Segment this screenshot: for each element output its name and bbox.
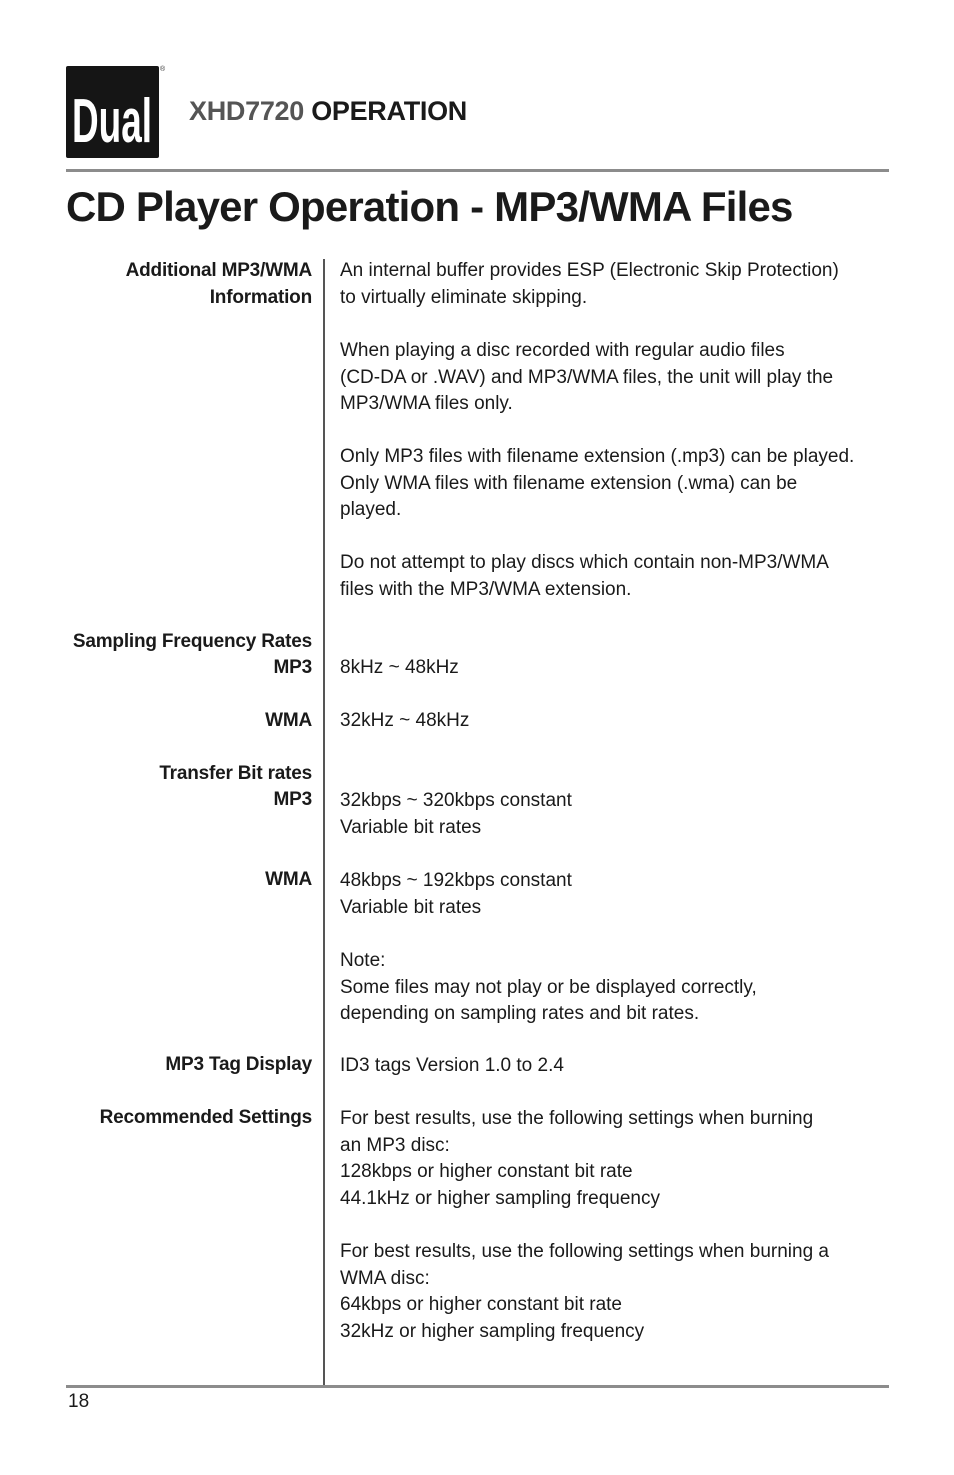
text-line: Some files may not play or be displayed correctly, — [340, 976, 757, 998]
sampling-wma-value: 32kHz ~ 48kHz — [340, 710, 470, 731]
text-line: 64kbps or higher constant bit rate — [340, 1294, 623, 1315]
text-line: 128kbps or higher constant bit rate — [340, 1161, 633, 1182]
text-line: 44.1kHz or higher sampling frequency — [340, 1187, 661, 1209]
text-line: Variable bit rates — [340, 816, 482, 838]
text-line: depending on sampling rates and bit rates. — [340, 1003, 700, 1024]
label-transfer: Transfer Bit rates — [159, 763, 312, 784]
column-divider — [323, 259, 325, 1385]
text-line: Only WMA files with filename extension (.wma) can be — [340, 472, 798, 494]
label-recommended: Recommended Settings — [99, 1107, 312, 1128]
text-line: When playing a disc recorded with regular audio files — [340, 340, 785, 361]
label-tag-display: MP3 Tag Display — [165, 1054, 312, 1075]
extensions-paragraph — [340, 444, 854, 524]
text-line: Note: — [340, 950, 386, 971]
label-transfer-mp3: MP3 — [273, 789, 312, 810]
recommended-wma-paragraph — [340, 1239, 829, 1345]
header-title — [189, 96, 467, 127]
label-transfer-wma: WMA — [265, 869, 312, 890]
page-number: 18 — [68, 1391, 90, 1412]
text-line: played. — [340, 499, 402, 520]
text-line: For best results, use the following settings when burning — [340, 1108, 814, 1129]
text-line: Variable bit rates — [340, 896, 482, 918]
label-line: Information — [209, 286, 312, 308]
header-section: OPERATION — [311, 96, 467, 126]
text-line: WMA disc: — [340, 1267, 430, 1289]
label-sampling: Sampling Frequency Rates — [72, 631, 312, 652]
mixed-disc-paragraph — [340, 338, 833, 418]
text-line: an MP3 disc: — [340, 1134, 450, 1156]
text-line: (CD-DA or .WAV) and MP3/WMA files, the unit will play the — [340, 366, 834, 388]
note-paragraph — [340, 948, 757, 1028]
text-line: files with the MP3/WMA extension. — [340, 578, 632, 600]
text-line: 32kHz or higher sampling frequency — [340, 1320, 645, 1342]
header-model: XHD7720 — [189, 96, 304, 126]
bottom-rule — [66, 1385, 889, 1388]
page-title: CD Player Operation - MP3/WMA Files — [66, 183, 793, 230]
text-line: 32kbps ~ 320kbps constant — [340, 790, 572, 811]
bitrate-wma-value — [340, 868, 572, 921]
sampling-mp3-value: 8kHz ~ 48kHz — [340, 657, 459, 678]
label-sampling-mp3: MP3 — [273, 657, 312, 678]
text-line: 48kbps ~ 192kbps constant — [340, 870, 572, 891]
top-rule — [66, 169, 889, 172]
logo-wordmark: Dual — [72, 87, 152, 156]
text-line: An internal buffer provides ESP (Electronic Skip Protection) — [340, 260, 839, 281]
text-line: MP3/WMA files only. — [340, 393, 513, 414]
esp-paragraph — [340, 258, 839, 311]
registered-mark: ® — [160, 66, 166, 73]
text-line: to virtually eliminate skipping. — [340, 286, 588, 308]
bitrate-mp3-value — [340, 788, 572, 841]
warning-paragraph — [340, 550, 829, 603]
label-line: Additional MP3/WMA — [125, 260, 312, 281]
text-line: Do not attempt to play discs which contain non-MP3/WMA — [340, 552, 829, 573]
tag-display-value: ID3 tags Version 1.0 to 2.4 — [340, 1055, 564, 1076]
text-line: Only MP3 files with filename extension (.mp3) can be played. — [340, 446, 855, 467]
dual-logo — [66, 66, 159, 158]
label-sampling-wma: WMA — [265, 710, 312, 731]
text-line: For best results, use the following settings when burning a — [340, 1241, 829, 1262]
label-additional-info — [126, 258, 312, 311]
recommended-mp3-paragraph — [340, 1106, 813, 1212]
